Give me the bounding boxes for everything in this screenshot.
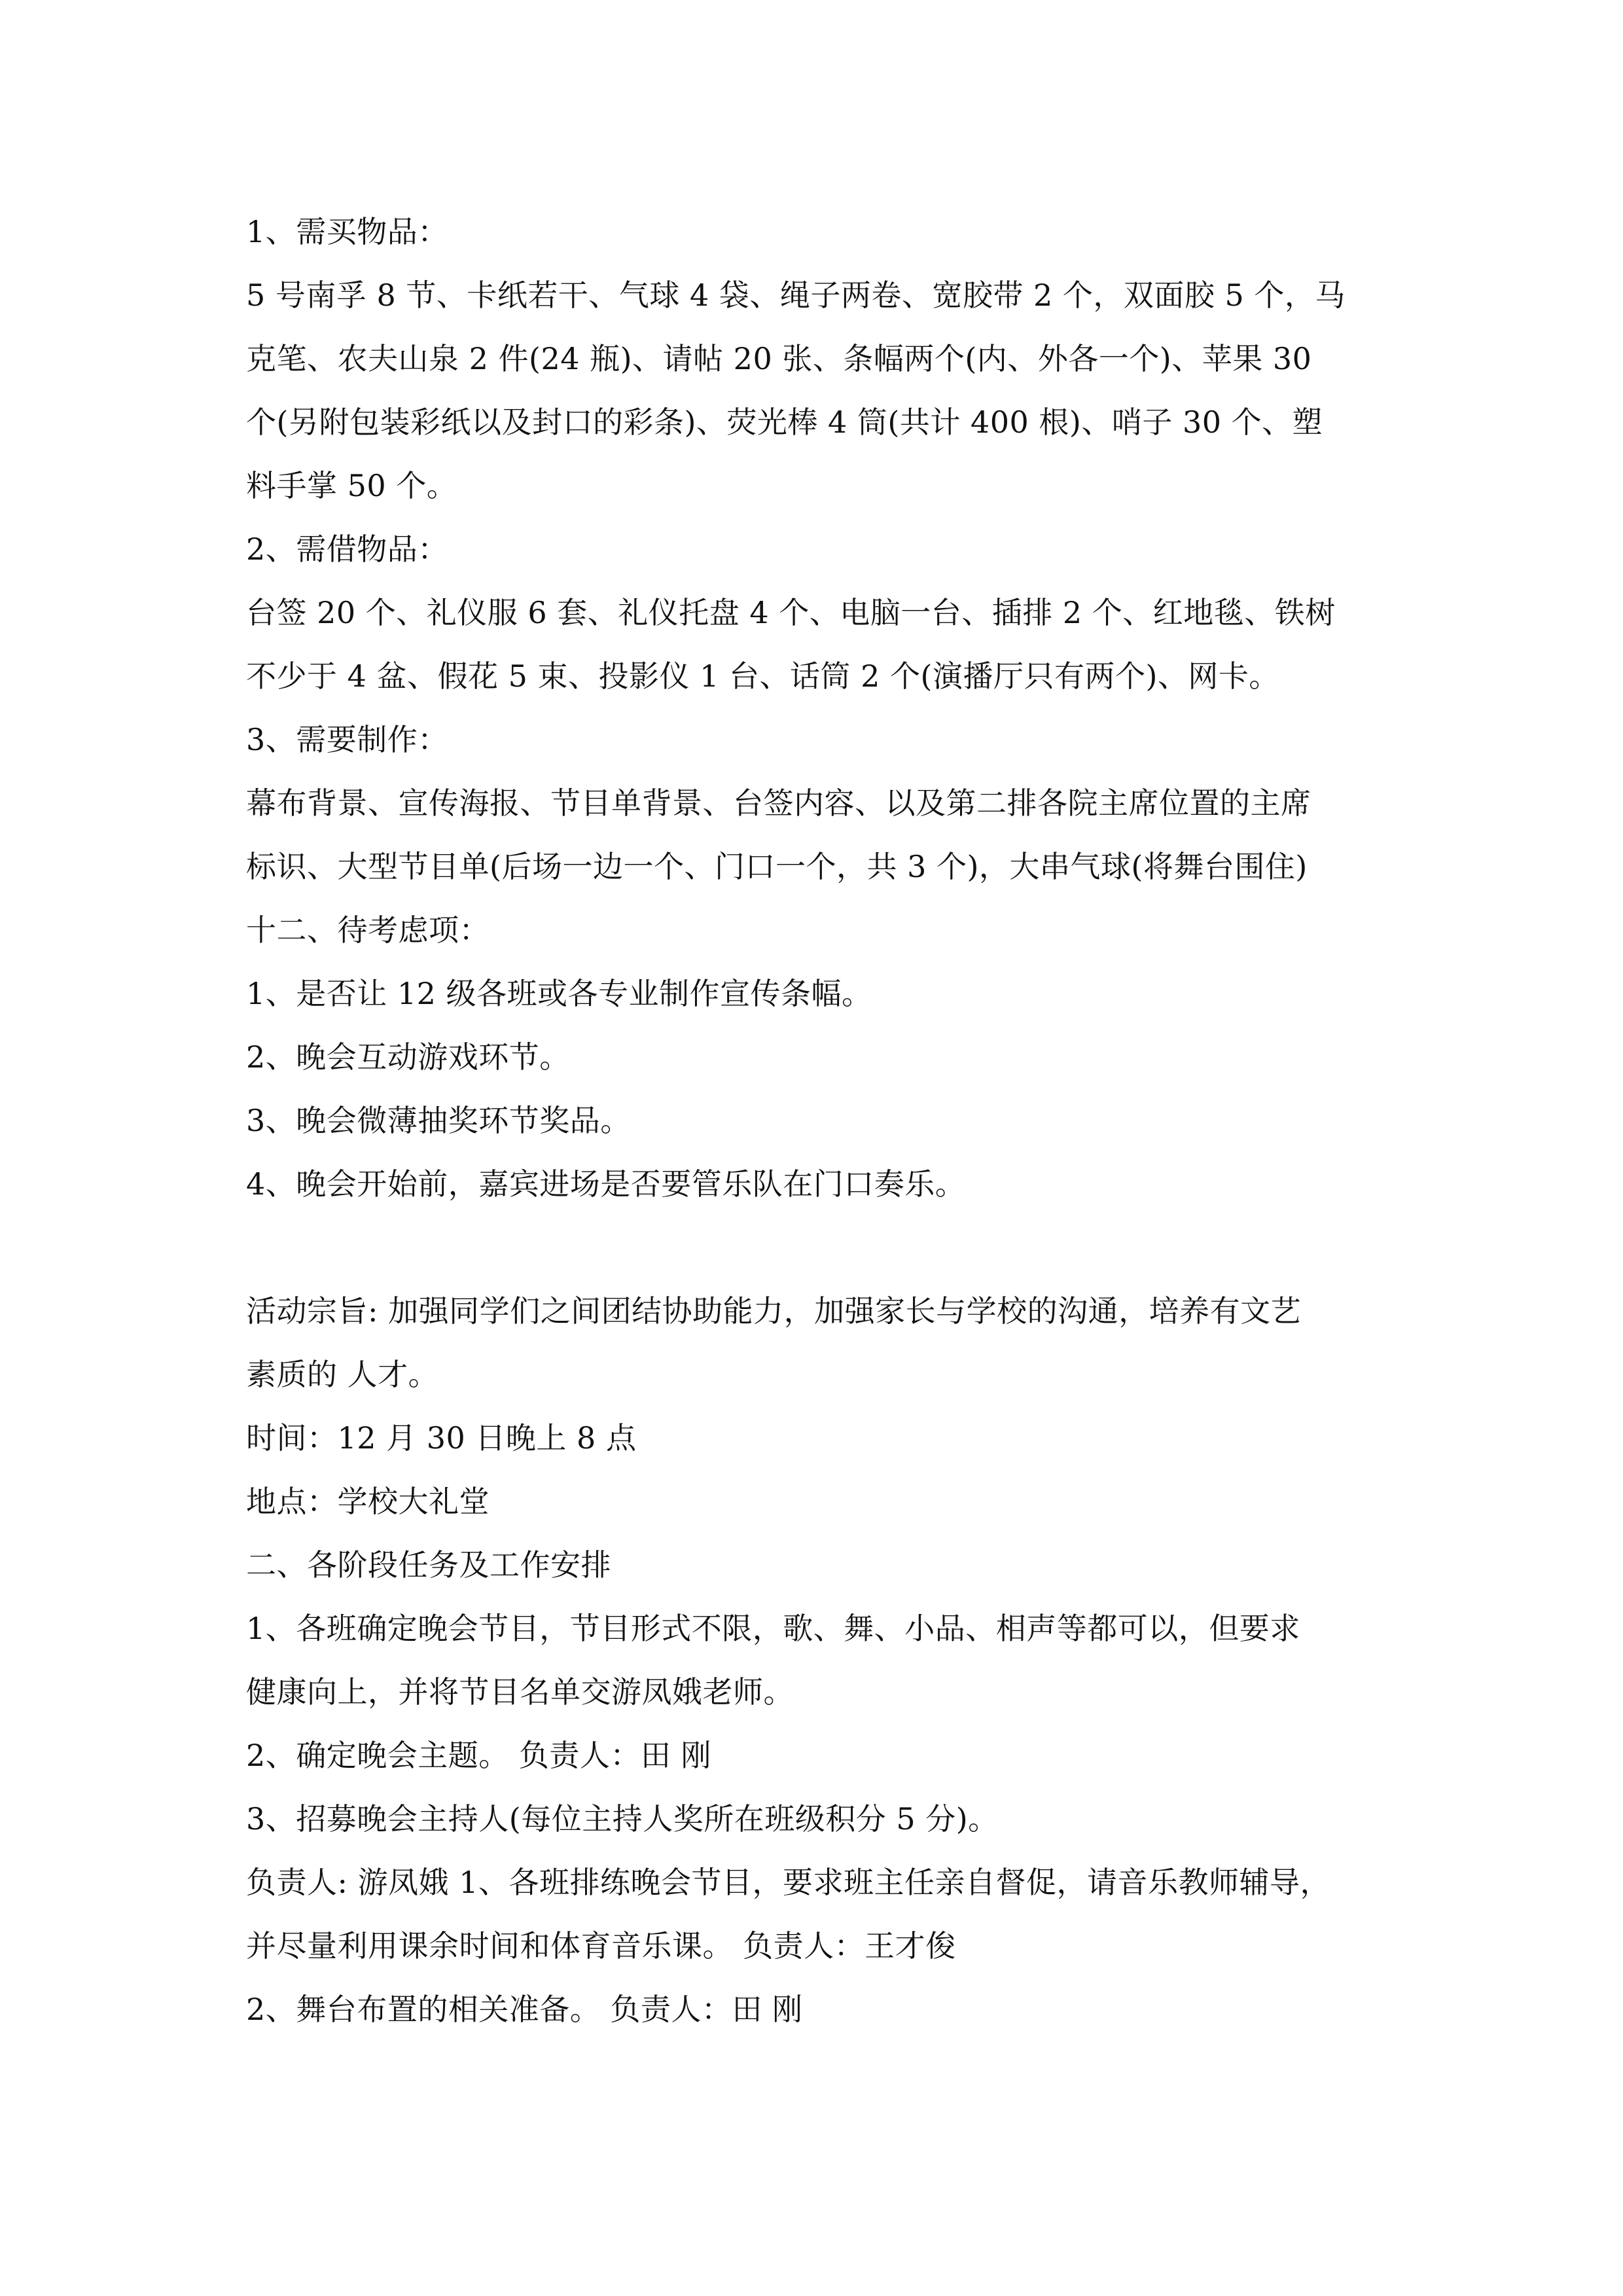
event-time: 时间：12 月 30 日晚上 8 点 bbox=[246, 1420, 637, 1456]
task-line: 健康向上，并将节目名单交游凤娥老师。 bbox=[246, 1674, 794, 1710]
stage-heading: 二、各阶段任务及工作安排 bbox=[246, 1547, 611, 1583]
task-line: 2、确定晚会主题。 负责人：田 刚 bbox=[246, 1738, 712, 1773]
document-body bbox=[246, 200, 1398, 2041]
buy-line: 克笔、农夫山泉 2 件(24 瓶)、请帖 20 张、条幅两个(内、外各一个)、苹果 30 bbox=[246, 341, 1312, 376]
borrow-line: 不少于 4 盆、假花 5 束、投影仪 1 台、话筒 2 个(演播厅只有两个)、网卡。 bbox=[246, 658, 1279, 694]
task-line: 2、舞台布置的相关准备。 负责人：田 刚 bbox=[246, 1992, 803, 2027]
task-line: 负责人: 游凤娥 1、各班排练晚会节目，要求班主任亲自督促，请音乐教师辅导， bbox=[246, 1865, 1331, 1900]
event-place: 地点：学校大礼堂 bbox=[246, 1484, 490, 1519]
make-heading: 3、需要制作： bbox=[246, 722, 448, 757]
borrow-heading: 2、需借物品： bbox=[246, 531, 448, 567]
buy-line: 个(另附包装彩纸以及封口的彩条)、荧光棒 4 筒(共计 400 根)、哨子 30 个、塑 bbox=[246, 404, 1323, 440]
buy-line: 5 号南孚 8 节、卡纸若干、气球 4 袋、绳子两卷、宽胶带 2 个，双面胶 5 个，马 bbox=[246, 278, 1346, 313]
task-line: 3、招募晚会主持人(每位主持人奖所在班级积分 5 分)。 bbox=[246, 1801, 999, 1837]
buy-heading: 1、需买物品： bbox=[246, 214, 448, 249]
purpose-line: 素质的 人才。 bbox=[246, 1357, 439, 1392]
pending-item: 2、晚会互动游戏环节。 bbox=[246, 1039, 570, 1075]
task-line: 1、各班确定晚会节目，节目形式不限，歌、舞、小品、相声等都可以，但要求 bbox=[246, 1611, 1300, 1646]
pending-heading: 十二、待考虑项： bbox=[246, 912, 490, 948]
section-spacer bbox=[246, 1216, 1398, 1280]
purpose-line: 活动宗旨: 加强同学们之间团结协助能力，加强家长与学校的沟通，培养有文艺 bbox=[246, 1293, 1302, 1329]
borrow-line: 台签 20 个、礼仪服 6 套、礼仪托盘 4 个、电脑一台、插排 2 个、红地毯、铁树 bbox=[246, 595, 1336, 630]
pending-item: 3、晚会微薄抽奖环节奖品。 bbox=[246, 1103, 631, 1138]
make-line: 幕布背景、宣传海报、节目单背景、台签内容、以及第二排各院主席位置的主席 bbox=[246, 785, 1311, 821]
make-line: 标识、大型节目单(后场一边一个、门口一个，共 3 个)，大串气球(将舞台围住) bbox=[246, 849, 1308, 884]
task-line: 并尽量利用课余时间和体育音乐课。 负责人：王才俊 bbox=[246, 1928, 956, 1964]
pending-item: 1、是否让 12 级各班或各专业制作宣传条幅。 bbox=[246, 976, 872, 1011]
buy-line: 料手掌 50 个。 bbox=[246, 468, 457, 503]
pending-item: 4、晚会开始前，嘉宾进场是否要管乐队在门口奏乐。 bbox=[246, 1166, 966, 1202]
